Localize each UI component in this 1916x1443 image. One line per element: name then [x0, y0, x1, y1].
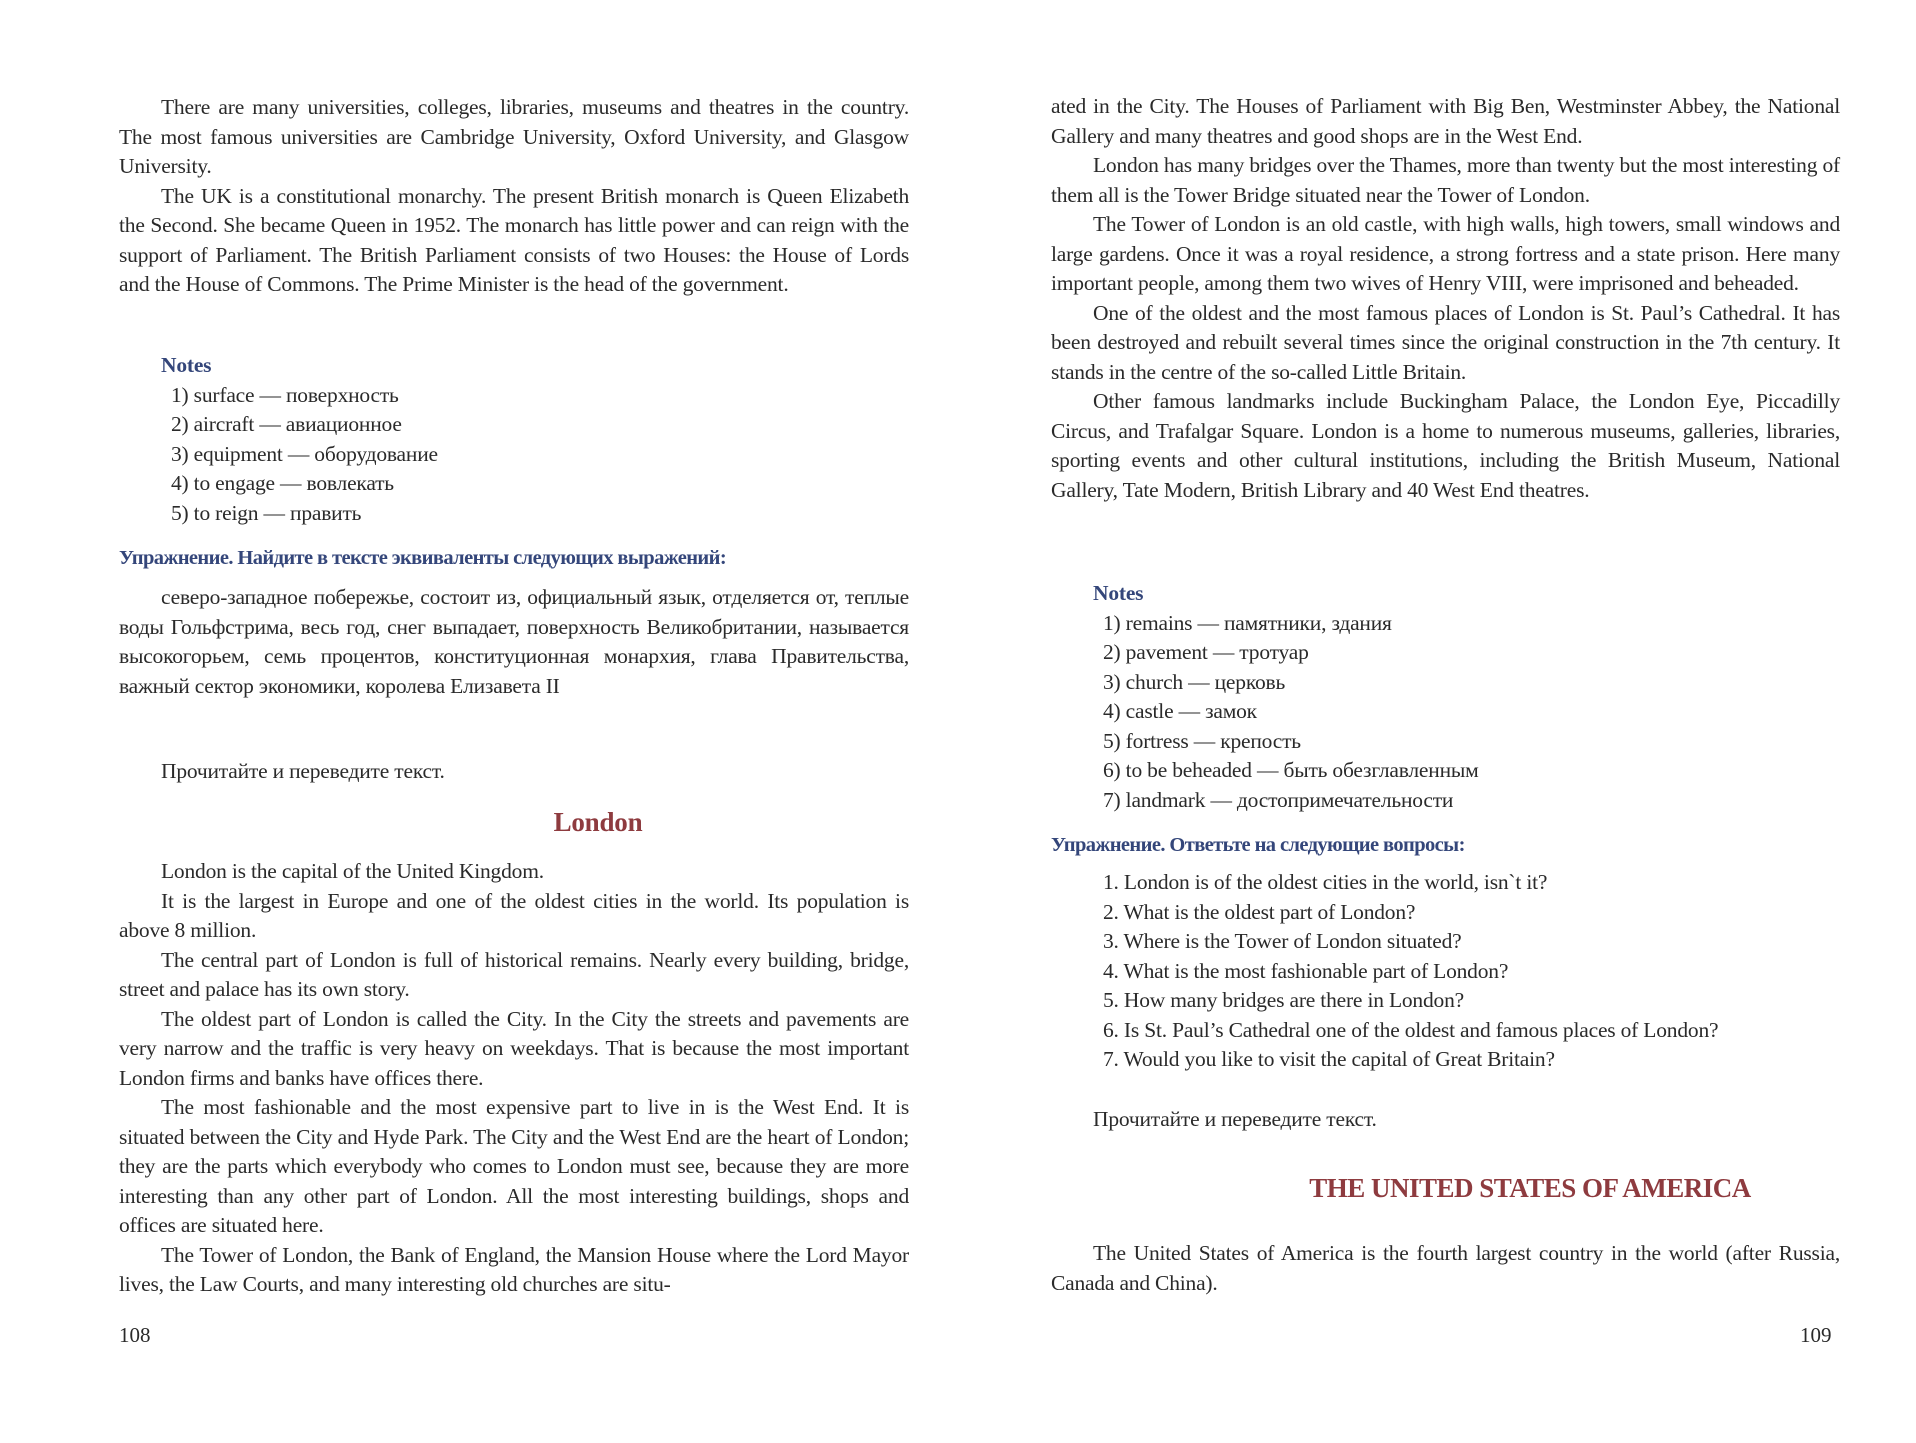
- note-item: 4) to engage — вовлекать: [171, 471, 394, 495]
- question-item: 6. Is St. Paul’s Cathedral one of the oldest and famous places of London?: [1103, 1017, 1719, 1042]
- note-item: 5) fortress — крепость: [1103, 728, 1301, 753]
- paragraph: The central part of London is full of historical remains. Nearly every building, bridge, street and palace has its own story.: [119, 947, 909, 1001]
- notes-title: Notes: [161, 353, 212, 377]
- note-item: 6) to be beheaded — быть обезглавленным: [1103, 758, 1479, 782]
- paragraph: There are many universities, colleges, libraries, museums and theatres in the country. The most famous universities are Cambridge University, Oxford University, and Glasgow University.: [119, 95, 909, 178]
- usa-text: [1051, 1239, 1840, 1298]
- section-title-usa: THE UNITED STATES OF AMERICA: [1309, 1173, 1751, 1203]
- paragraph: The Tower of London, the Bank of England, the Mansion House where the Lord Mayor lives, the Law Courts, and many interesting old churches are situ-: [119, 1242, 909, 1296]
- note-item: 4) castle — замок: [1103, 699, 1257, 723]
- page-number: 109: [1800, 1323, 1832, 1347]
- question-item: 5. How many bridges are there in London?: [1103, 988, 1464, 1012]
- question-item: 2. What is the oldest part of London?: [1103, 899, 1416, 924]
- paragraph: северо-западное побережье, состоит из, официальный язык, отделяется от, теплые воды Гольфстрима, весь год, снег выпадает, поверхность Великобритании, называется высокогорьем, семь процентов, конституционная монархия, глава Правительства, важный сектор экономики, королева Елизавета II: [119, 585, 909, 698]
- paragraph: The most fashionable and the most expensive part to live in is the West End. It is situated between the City and Hyde Park. The City and the West End are the heart of London; they are the parts which everybody who comes to London must see, because they are more interesting than any other part of London. All the most interesting buildings, shops and offices are situated here.: [119, 1095, 909, 1237]
- paragraph: The United States of America is the fourth largest country in the world (after Russia, Canada and China).: [1051, 1241, 1840, 1295]
- note-item: 2) pavement — тротуар: [1103, 640, 1309, 664]
- instruction-text: Прочитайте и переведите текст.: [1093, 1107, 1377, 1131]
- paragraph: The Tower of London is an old castle, with high walls, high towers, small windows and large gardens. Once it was a royal residence, a strong fortress and a state prison. Here many important people, among them two wives of Henry VIII, were imprisoned and beheaded.: [1051, 212, 1840, 295]
- exercise-heading: Упражнение. Найдите в тексте эквиваленты следующих выражений:: [119, 547, 727, 569]
- note-item: 3) equipment — оборудование: [171, 441, 438, 466]
- note-item: 1) surface — поверхность: [171, 382, 399, 407]
- note-item: 5) to reign — править: [171, 500, 362, 525]
- note-item: 1) remains — памятники, здания: [1103, 610, 1392, 635]
- instruction: [119, 757, 909, 787]
- london-text: [119, 857, 909, 1300]
- note-item: 3) church — церковь: [1103, 669, 1286, 694]
- paragraph: ated in the City. The Houses of Parliament with Big Ben, Westminster Abbey, the National Gallery and many theatres and good shops are in the West End.: [1051, 94, 1840, 148]
- questions-list: [1051, 868, 1840, 1075]
- question-item: 3. Where is the Tower of London situated?: [1103, 929, 1462, 953]
- london-text-continued: [1051, 92, 1840, 505]
- notes-section: [119, 351, 909, 528]
- section-title-london: London: [553, 807, 643, 837]
- note-item: 2) aircraft — авиационное: [171, 412, 402, 436]
- paragraph: London is the capital of the United Kingdom.: [161, 859, 544, 883]
- paragraph: London has many bridges over the Thames, more than twenty but the most interesting of them all is the Tower Bridge situated near the Tower of London.: [1051, 153, 1840, 207]
- notes-section: [1051, 579, 1840, 815]
- paragraph: It is the largest in Europe and one of the oldest cities in the world. Its population is above 8 million.: [119, 888, 909, 942]
- note-item: 7) landmark — достопримечательности: [1103, 787, 1454, 812]
- page-number: 108: [119, 1323, 151, 1347]
- paragraph: The UK is a constitutional monarchy. The present British monarch is Queen Elizabeth the Second. She became Queen in 1952. The monarch has little power and can reign with the support of Parliament. The British Parliament consists of two Houses: the House of Lords and the House of Commons. The Prime Minister is the head of the government.: [119, 183, 909, 296]
- question-item: 1. London is of the oldest cities in the world, isn`t it?: [1103, 870, 1548, 894]
- exercise-heading: Упражнение. Ответьте на следующие вопросы:: [1051, 834, 1465, 856]
- exercise-text: [119, 583, 909, 701]
- question-item: 7. Would you like to visit the capital of Great Britain?: [1103, 1047, 1555, 1071]
- paragraph: Other famous landmarks include Buckingham Palace, the London Eye, Piccadilly Circus, and Trafalgar Square. London is a home to numerous museums, galleries, libraries, sporting events and other cultural institutions, including the British Museum, National Gallery, Tate Modern, British Library and 40 West End theatres.: [1051, 389, 1840, 502]
- notes-title: Notes: [1093, 581, 1144, 605]
- instruction-text: Прочитайте и переведите текст.: [161, 759, 445, 783]
- paragraph: One of the oldest and the most famous places of London is St. Paul’s Cathedral. It has been destroyed and rebuilt several times since the original construction in the 7th century. It stands in the centre of the so-called Little Britain.: [1051, 300, 1840, 384]
- intro-text: [119, 93, 909, 300]
- question-item: 4. What is the most fashionable part of London?: [1103, 958, 1509, 983]
- paragraph: The oldest part of London is called the City. In the City the streets and pavements are very narrow and the traffic is very heavy on weekdays. That is because the most important London firms and banks have offices there.: [119, 1006, 909, 1090]
- instruction: [1051, 1105, 1840, 1135]
- right-page-109: [958, 0, 1916, 1443]
